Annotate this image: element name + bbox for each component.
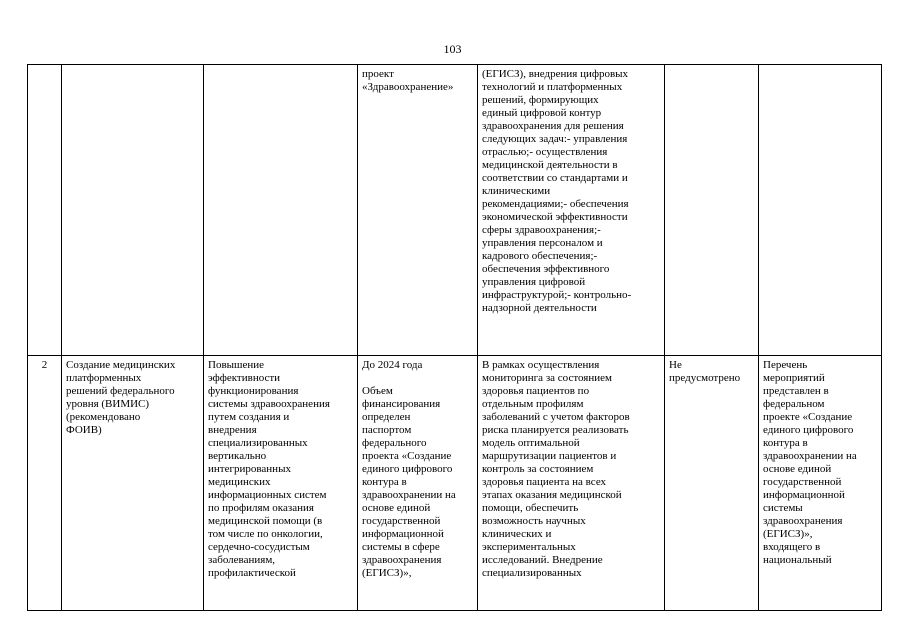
row-number-cell [28, 65, 62, 356]
table-row [28, 65, 882, 356]
goal-cell [204, 65, 358, 356]
table-row [28, 356, 882, 611]
deadline-cell: До 2024 года Объем финансирования определен паспортом федерального проекта «Создание единого цифрового контура в здравоохранении на основе единой государственной информационной системы в сфере здравоохранения (ЕГИСЗ)», [358, 356, 478, 611]
page-number: 103 [443, 42, 462, 56]
provision-cell: Не предусмотрено [665, 356, 759, 611]
notes-cell: Перечень мероприятий представлен в федеральном проекте «Создание единого цифрового контура в здравоохранении на основе единой государственной информационной системы здравоохранения (ЕГИСЗ)», входящего в национальный [759, 356, 882, 611]
row-number-cell: 2 [28, 356, 62, 611]
description-cell: В рамках осуществления мониторинга за состоянием здоровья пациентов по отдельным профилям заболеваний с учетом факторов риска планируется реализовать модель оптимальной маршрутизации пациентов и контроль за состоянием здоровья пациента на всех этапах оказания медицинской помощи, обеспечить возможность научных клинических и экспериментальных исследований. Внедрение специализированных [478, 356, 665, 611]
notes-cell [759, 65, 882, 356]
description-cell: (ЕГИСЗ), внедрения цифровых технологий и платформенных решений, формирующих единый цифровой контур здравоохранения для решения следующих задач:- управления отраслью;- осуществления медицинской деятельности в соответствии со стандартами и клиническими рекомендациями;- обеспечения экономической эффективности сферы здравоохранения;- управления персоналом и кадрового обеспечения;- обеспечения эффективного управления цифровой инфраструктурой;- контрольно- надзорной деятельности [478, 65, 665, 356]
deadline-cell: проект «Здравоохранение» [358, 65, 478, 356]
goal-cell: Повышение эффективности функционирования системы здравоохранения путем создания и внедрения специализированных вертикально интегрированных медицинских информационных систем по профилям оказания медицинской помощи (в том числе по онкологии, сердечно-сосудистым заболеваниям, профилактической [204, 356, 358, 611]
measure-name-cell [62, 65, 204, 356]
measure-name-cell: Создание медицинских платформенных решений федерального уровня (ВИМИС) (рекомендовано ФОИВ) [62, 356, 204, 611]
provision-cell [665, 65, 759, 356]
document-table [27, 64, 882, 611]
